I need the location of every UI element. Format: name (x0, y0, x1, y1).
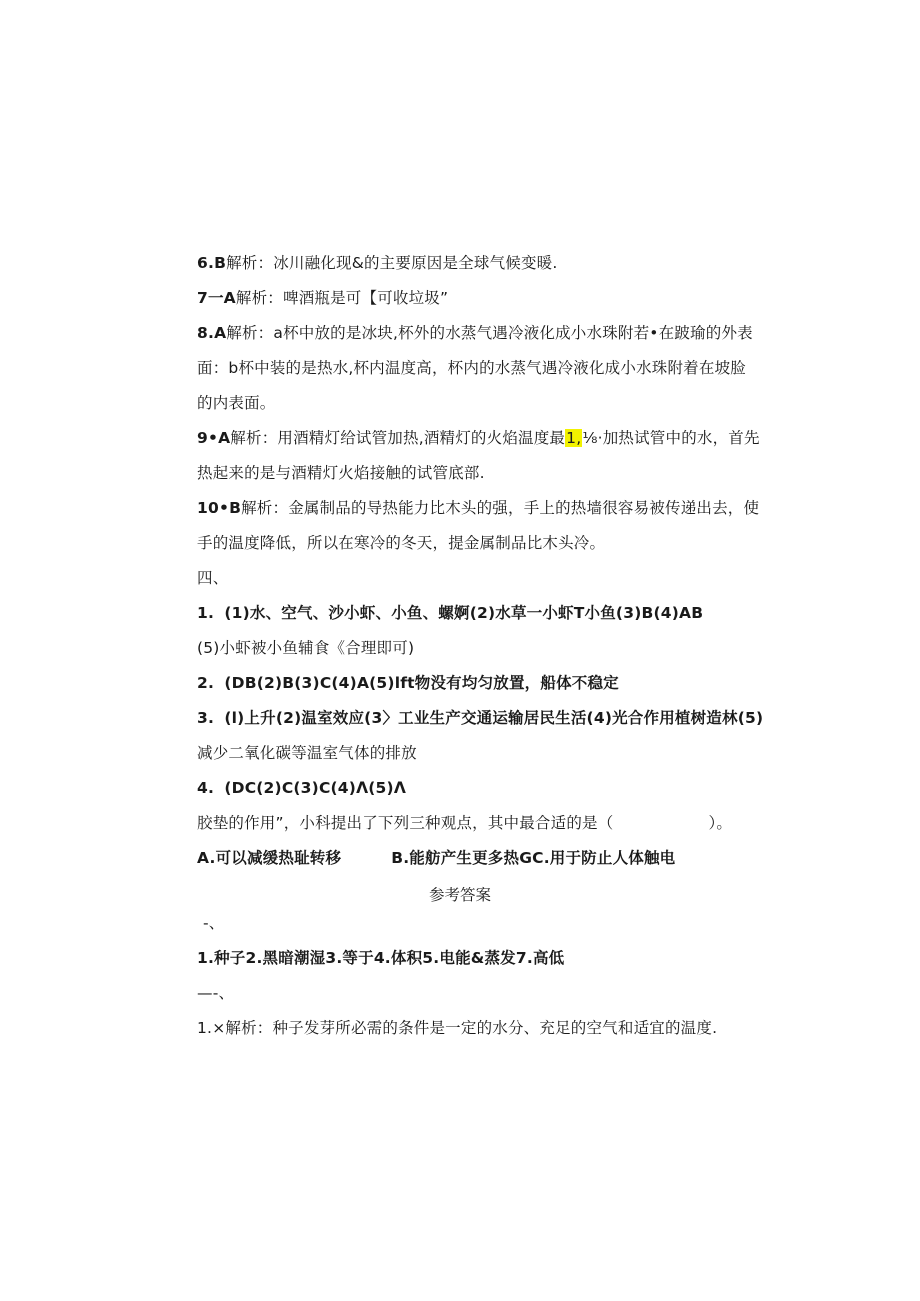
question-fragment: 胶垫的作用”，小科提出了下列三种观点，其中最合适的是（ ）。 (197, 814, 733, 832)
section4-answer-1: 1. (1)水、空气、沙小虾、小鱼、螺婀(2)水草一小虾T小鱼(3)B(4)AB (197, 604, 704, 622)
answer-line-9: 9•A解析：用酒精灯给试管加热,酒精灯的火焰温度最1,⅛·加热试管中的水，首先 (197, 429, 760, 447)
question-options (197, 848, 675, 868)
section-2-heading: —-、 (197, 984, 235, 1002)
answer-line-6: 6.B解析：冰川融化现&的主要原因是全球气候变暖. (197, 254, 558, 272)
section4-answer-2: 2. (DB(2)B(3)C(4)A(5)lft物没有均匀放置，船体不稳定 (197, 674, 619, 692)
option-a: A.可以减缓热耻转移 (197, 849, 342, 867)
answer-line-8-cont: 面：b杯中装的是热水,杯内温度高，杯内的水蒸气遇冷液化成小水珠附着在坡脸 (197, 359, 746, 377)
answer-line-7: 7一A解析：啤酒瓶是可【可收垃圾” (197, 289, 449, 307)
answer-line-8: 8.A解析：a杯中放的是冰块,杯外的水蒸气遇冷液化成小水珠附若•在跛瑜的外表 (197, 324, 753, 342)
section-1-heading: -、 (203, 914, 225, 932)
section4-answer-4: 4. (DC(2)C(3)C(4)Λ(5)Λ (197, 779, 407, 797)
section4-answer-3-cont: 减少二氧化碳等温室气体的排放 (197, 744, 417, 762)
answer-line-10: 10•B解析：金属制品的导热能力比木头的强，手上的热墙很容易被传递出去，使 (197, 499, 760, 517)
reference-answer-title: 参考答案 (428, 886, 491, 904)
section-1-answers: 1.种子2.黑暗潮湿3.等于4.体积5.电能&蒸发7.高低 (197, 949, 565, 967)
section-4-heading: 四、 (197, 569, 229, 587)
option-b: B.能舫产生更多热GC.用于防止人体触电 (391, 849, 676, 867)
section-2-answer-1: 1.×解析：种子发芽所必需的条件是一定的水分、充足的空气和适宜的温度. (197, 1019, 718, 1037)
answer-line-8-end: 的内表面。 (197, 394, 276, 412)
section4-answer-3: 3. (l)上升(2)温室效应(3〉工业生产交通运输居民生活(4)光合作用植树造林(5) (197, 709, 764, 727)
section4-answer-1-cont: (5)小虾被小鱼辅食《合理即可) (197, 639, 415, 657)
highlight-mark: 1, (566, 429, 582, 447)
answer-line-10-cont: 手的温度降低，所以在寒冷的冬天，提金属制品比木头冷。 (197, 534, 606, 552)
answer-line-9-cont: 热起来的是与酒精灯火焰接触的试管底部. (197, 464, 485, 482)
